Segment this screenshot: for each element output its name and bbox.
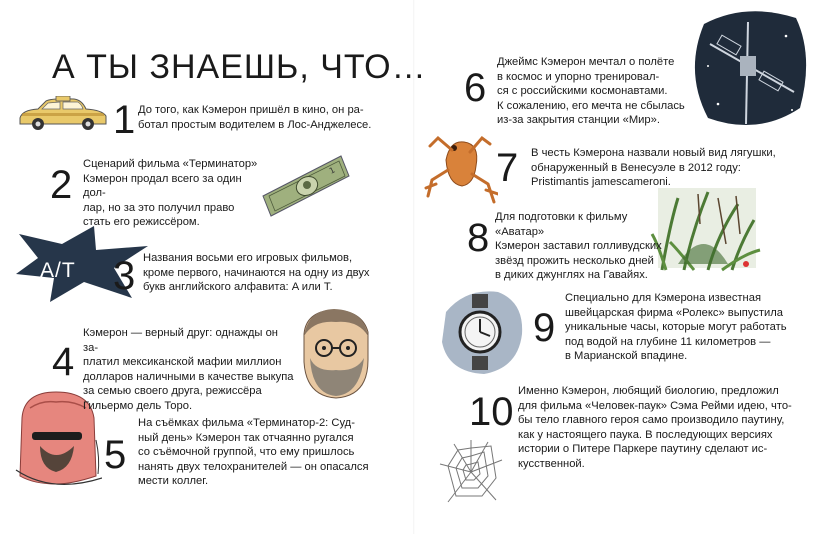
fact-number-10: 10	[469, 390, 514, 434]
fact-text-8: Для подготовки к фильму «Аватар» Кэмерон заставил голливудских звёзд прожить несколько дней в диких джунглях на Гавайях.	[495, 211, 662, 282]
svg-text:1: 1	[327, 165, 337, 176]
fact-number-7: 7	[496, 146, 519, 190]
badge-text: A/T	[40, 259, 76, 282]
fact-number-1: 1	[113, 98, 136, 142]
spiderweb-illustration	[436, 438, 506, 506]
fact-text-2: Сценарий фильма «Терминатор» Кэмерон продал всего за один дол- лар, но за это получил право стать его режиссёром.	[83, 158, 258, 229]
fact-number-5: 5	[104, 433, 127, 477]
fact-number-3: 3	[113, 254, 136, 298]
page-title: А ТЫ ЗНАЕШЬ, ЧТО…	[52, 48, 427, 86]
fact-number-2: 2	[50, 163, 73, 207]
fact-text-5: На съёмках фильма «Терминатор-2: Суд- ный день» Кэмерон так отчаянно ругался со съёмочной группой, что ему пришлось нанять двух телохранителей — он опасался мести коллег.	[138, 417, 369, 488]
fact-text-1: До того, как Кэмерон пришёл в кино, он ра- ботал простым водителем в Лос-Анджелесе.	[138, 104, 372, 131]
fact-number-9: 9	[533, 306, 556, 350]
fact-text-9: Специально для Кэмерона известная швейцарская фирма «Ролекс» выпустила уникальные часы, которые могут работать под водой на глубине 11 километров — в Марианской впадине.	[565, 292, 787, 363]
fact-text-6: Джеймс Кэмерон мечтал о полёте в космос и упорно тренировал- ся с российскими космонавтами. К сожалению, его мечта не сбылась из-за закрытия станции «Мир».	[497, 56, 685, 127]
watch-illustration	[436, 288, 526, 376]
dollar-bill-illustration	[257, 152, 353, 220]
fact-number-8: 8	[467, 216, 490, 260]
taxi-illustration	[16, 96, 110, 134]
fact-number-6: 6	[464, 66, 487, 110]
cameron-portrait-illustration	[296, 306, 376, 402]
fact-text-4: Кэмерон — верный друг: однажды он за- платил мексиканской мафии миллион долларов наличными в качестве выкупа за семью своего друга, режиссёра Гильермо дель Торо.	[83, 327, 294, 412]
fact-text-3: Названия восьми его игровых фильмов, кроме первого, начинаются на одну из двух букв английского алфавита: A или T.	[143, 252, 370, 294]
space-station-illustration	[688, 6, 812, 134]
frog-illustration	[424, 130, 498, 210]
fact-number-4: 4	[52, 340, 75, 384]
fact-text-7: В честь Кэмерона назвали новый вид лягушки, обнаруженный в Венесуэле в 2012 году: Pristimantis jamescameroni.	[531, 147, 776, 189]
fact-text-10: Именно Кэмерон, любящий биологию, предложил для фильма «Человек-паук» Сэма Рейми идею, что- бы тело главного героя само производило паутину, как у настоящего паука. В последующих версиях истории о Питере Паркере паутину сделают ис- кусственной.	[518, 385, 792, 470]
